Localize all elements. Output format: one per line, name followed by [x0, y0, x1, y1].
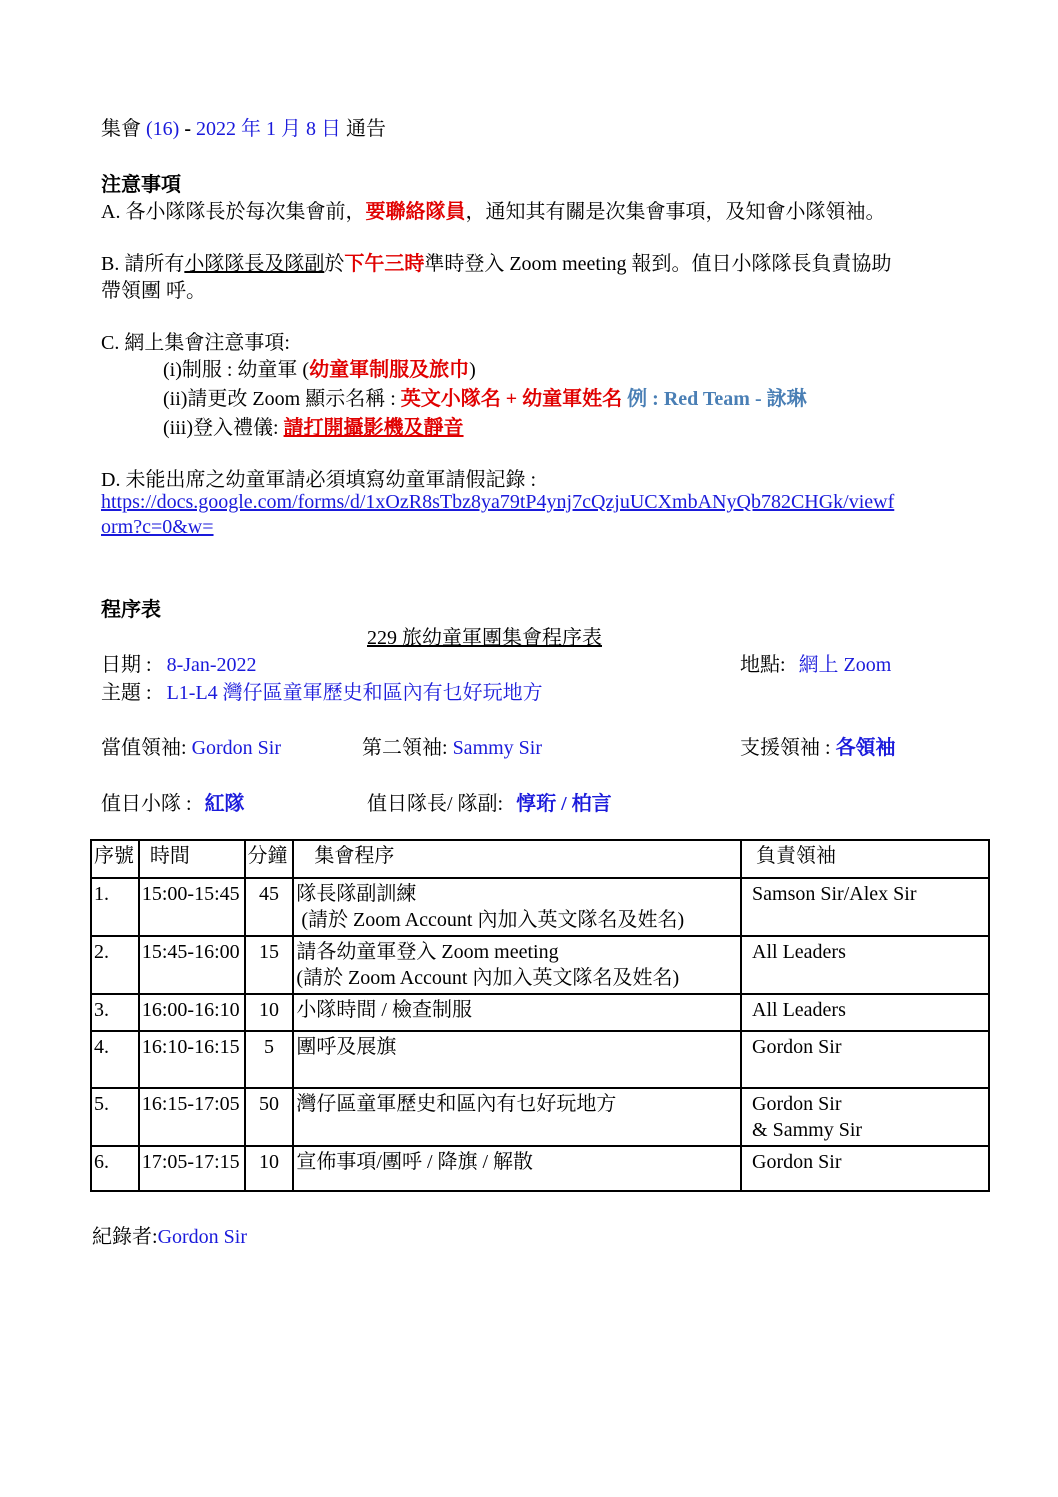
row-leader: Gordon Sir	[741, 1146, 989, 1191]
leave-form-link-line1[interactable]: https://docs.google.com/forms/d/1xOzR8sTbz8ya79tP4ynj7cQzjuUCXmbANyQb782CHGk/viewf	[101, 491, 895, 513]
note-b-highlight: 下午三時	[344, 253, 425, 275]
location-row	[740, 648, 891, 677]
date-value: 8-Jan-2022	[166, 654, 257, 676]
date-label: 日期 :	[101, 654, 152, 676]
note-c-iii-highlight: 請打開攝影機及靜音	[283, 417, 464, 439]
title-dash: -	[184, 118, 191, 140]
title-number: (16)	[146, 118, 180, 140]
row-time: 16:15-17:05	[139, 1088, 245, 1146]
row-item: 小隊時間 / 檢查制服	[293, 994, 741, 1031]
note-a	[101, 195, 885, 224]
row-leader: Gordon Sir	[741, 1031, 989, 1088]
second-leader-value: Sammy Sir	[452, 737, 543, 759]
table-row	[91, 994, 989, 1031]
title-date: 2022 年 1 月 8 日	[196, 118, 341, 140]
program-heading: 程序表	[101, 599, 161, 621]
theme-label: 主題 :	[101, 682, 152, 704]
support-leader-label: 支援領袖 :	[740, 737, 831, 759]
row-no: 2.	[91, 936, 139, 994]
row-mins: 50	[245, 1088, 294, 1146]
schedule-table	[90, 839, 990, 1192]
row-leader	[741, 1088, 989, 1146]
second-leader	[362, 731, 542, 760]
row-time: 16:10-16:15	[139, 1031, 245, 1088]
row-leader-line1: Gordon Sir	[752, 1093, 842, 1115]
note-c-iii	[163, 411, 464, 440]
header-item: 集會程序	[293, 840, 741, 878]
duty-pl-value: 惇珩 / 柏言	[516, 793, 612, 815]
note-c-i-suffix: )	[469, 359, 476, 381]
note-c-ii-prefix: (ii)請更改 Zoom 顯示名稱 :	[163, 388, 401, 410]
row-no: 1.	[91, 878, 139, 936]
notice-title	[101, 112, 386, 141]
table-row	[91, 1146, 989, 1191]
theme-row	[101, 676, 543, 705]
row-mins: 10	[245, 1146, 294, 1191]
support-leader	[740, 731, 896, 760]
note-c-i	[163, 353, 476, 382]
duty-patrol	[101, 787, 245, 816]
note-b-prefix: B. 請所有	[101, 253, 185, 275]
note-a-highlight: 要聯絡隊員	[365, 201, 466, 223]
row-item: 宣佈事項/團呼 / 降旗 / 解散	[293, 1146, 741, 1191]
note-b-line2: 帶領團 呼。	[101, 280, 206, 302]
row-item	[293, 878, 741, 936]
support-leader-value: 各領袖	[835, 737, 896, 759]
location-value: 網上 Zoom	[798, 654, 892, 676]
note-c-i-prefix: (i)制服 : 幼童軍 (	[163, 359, 310, 381]
notes-heading: 注意事項	[101, 174, 181, 196]
header-leader: 負責領袖	[741, 840, 989, 878]
row-time: 15:00-15:45	[139, 878, 245, 936]
recorder-value: Gordon Sir	[157, 1226, 248, 1248]
leave-form-link-line2[interactable]: orm?c=0&w=	[101, 516, 214, 538]
duty-leader-value: Gordon Sir	[191, 737, 282, 759]
note-b-underlined: 小隊隊長及隊副	[184, 253, 325, 275]
row-time: 17:05-17:15	[139, 1146, 245, 1191]
leave-form-link-wrap[interactable]	[101, 516, 214, 539]
table-row	[91, 936, 989, 994]
note-c-iii-prefix: (iii)登入禮儀:	[163, 417, 284, 439]
recorder-label: 紀錄者:	[92, 1226, 158, 1248]
table-row	[91, 1031, 989, 1088]
second-leader-label: 第二領袖:	[362, 737, 448, 759]
leave-form-link[interactable]	[101, 491, 894, 514]
note-a-suffix: ，通知其有關是次集會事項，及知會小隊領袖。	[465, 201, 886, 223]
note-c-title: C. 網上集會注意事項:	[101, 332, 290, 354]
duty-patrol-label: 值日小隊 :	[101, 793, 192, 815]
header-mins: 分鐘	[245, 840, 294, 878]
row-time: 15:45-16:00	[139, 936, 245, 994]
duty-pl-label: 值日隊長/ 隊副:	[367, 793, 504, 815]
row-mins: 5	[245, 1031, 294, 1088]
row-mins: 15	[245, 936, 294, 994]
row-item-line2: (請於 Zoom Account 內加入英文隊名及姓名)	[296, 909, 685, 931]
row-leader: All Leaders	[741, 936, 989, 994]
program-table-title: 229 旅幼童軍團集會程序表	[367, 627, 602, 649]
note-b	[101, 247, 892, 276]
note-d-text: D. 未能出席之幼童軍請必須填寫幼童軍請假記錄 :	[101, 469, 536, 491]
row-no: 4.	[91, 1031, 139, 1088]
row-item-line2: (請於 Zoom Account 內加入英文隊名及姓名)	[296, 967, 680, 989]
note-a-prefix: A. 各小隊隊長於每次集會前，	[101, 201, 366, 223]
duty-leader-label: 當值領袖:	[101, 737, 187, 759]
title-prefix: 集會	[101, 118, 141, 140]
header-time: 時間	[139, 840, 245, 878]
row-mins: 45	[245, 878, 294, 936]
title-suffix: 通告	[346, 118, 386, 140]
row-no: 6.	[91, 1146, 139, 1191]
row-leader: All Leaders	[741, 994, 989, 1031]
duty-patrol-value: 紅隊	[204, 793, 245, 815]
row-no: 5.	[91, 1088, 139, 1146]
note-c-ii	[163, 382, 807, 411]
table-row	[91, 1088, 989, 1146]
row-no: 3.	[91, 994, 139, 1031]
row-leader-line2: & Sammy Sir	[752, 1119, 863, 1141]
note-c-ii-highlight: 英文小隊名 + 幼童軍姓名	[400, 388, 623, 410]
note-b-mid: 於	[324, 253, 345, 275]
recorder	[92, 1220, 247, 1249]
note-b-suffix: 準時登入 Zoom meeting 報到。值日小隊隊長負責協助	[424, 253, 892, 275]
row-item-line1: 請各幼童軍登入 Zoom meeting	[296, 941, 559, 963]
table-row	[91, 878, 989, 936]
date-row	[101, 648, 257, 677]
row-item: 灣仔區童軍歷史和區內有乜好玩地方	[293, 1088, 741, 1146]
row-leader: Samson Sir/Alex Sir	[741, 878, 989, 936]
row-item-line1: 隊長隊副訓練	[296, 883, 417, 905]
row-item: 團呼及展旗	[293, 1031, 741, 1088]
header-no: 序號	[91, 840, 139, 878]
row-item	[293, 936, 741, 994]
row-mins: 10	[245, 994, 294, 1031]
schedule-header-row	[91, 840, 989, 878]
duty-pl	[367, 787, 612, 816]
location-label: 地點:	[740, 654, 786, 676]
row-time: 16:00-16:10	[139, 994, 245, 1031]
theme-value: L1-L4 灣仔區童軍歷史和區內有乜好玩地方	[166, 682, 543, 704]
note-c-ii-example: 例 : Red Team - 詠琳	[622, 388, 807, 410]
note-c-i-highlight: 幼童軍制服及旅巾	[309, 359, 470, 381]
duty-leader	[101, 731, 281, 760]
